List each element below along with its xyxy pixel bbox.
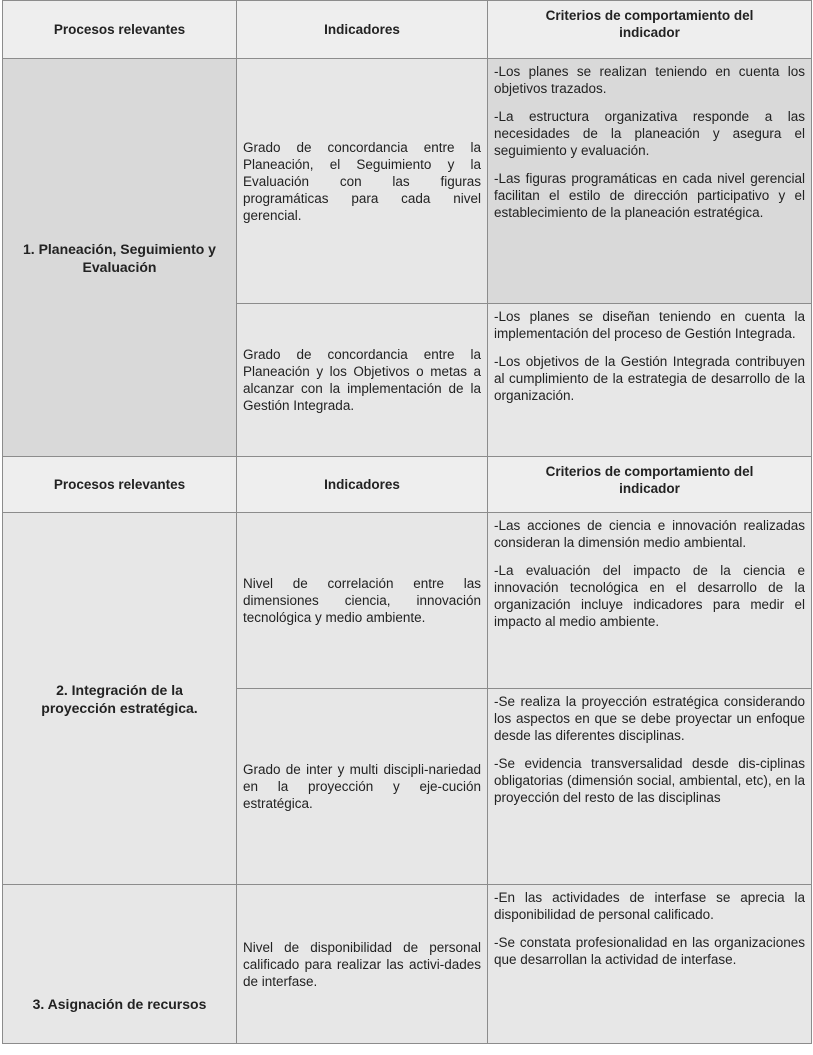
- criterio-item: -Los planes se diseñan teniendo en cuenta la implementación del proceso de Gestión Integrada.: [494, 309, 805, 341]
- criterio-item: -La evaluación del impacto de la ciencia e innovación tecnológica en el desarrollo de la organización incluye indicadores para medir el impacto al medio ambiente.: [494, 563, 805, 629]
- indicador-cell: Grado de concordancia entre la Planeación y los Objetivos o metas a alcanzar con la implementación de la Gestión Integrada.: [237, 304, 488, 457]
- header-procesos: Procesos relevantes: [3, 457, 237, 513]
- criterios-cell: [488, 513, 812, 689]
- criterio-item: -Se constata profesionalidad en las organizaciones que desarrollan la actividad de interfase.: [494, 935, 805, 967]
- table-row: [3, 59, 812, 304]
- header-procesos: Procesos relevantes: [3, 1, 237, 59]
- indicador-cell: Grado de inter y multi discipli-nariedad en la proyección y eje-cución estratégica.: [237, 689, 488, 885]
- header-row: [3, 457, 812, 513]
- table-row: [3, 885, 812, 1044]
- proceso-cell: 1. Planeación, Seguimiento y Evaluación: [3, 59, 237, 457]
- criterios-cell: [488, 689, 812, 885]
- header-row: [3, 1, 812, 59]
- criterio-item: -La estructura organizativa responde a las necesidades de la planeación y asegura el seguimiento y evaluación.: [494, 109, 805, 158]
- criterios-cell: [488, 304, 812, 457]
- criteria-table: [2, 0, 812, 1044]
- criterio-item: -Las figuras programáticas en cada nivel gerencial facilitan el estilo de dirección participativo y el establecimiento de la planeación estratégica.: [494, 171, 805, 220]
- indicador-cell: Nivel de disponibilidad de personal calificado para realizar las activi-dades de interfase.: [237, 885, 488, 1044]
- header-criterios-text: Criterios de comportamiento del indicador: [545, 464, 754, 496]
- indicador-cell: Grado de concordancia entre la Planeación, el Seguimiento y la Evaluación con las figuras programáticas para cada nivel gerencial.: [237, 59, 488, 304]
- proceso-cell: [3, 885, 237, 1044]
- criterios-cell: [488, 885, 812, 1044]
- criterio-item: -Los objetivos de la Gestión Integrada contribuyen al cumplimiento de la estrategia de desarrollo de la organización.: [494, 354, 805, 403]
- header-indicadores: Indicadores: [237, 457, 488, 513]
- proceso-cell: 2. Integración de la proyección estratégica.: [3, 513, 237, 885]
- header-criterios: [488, 1, 812, 59]
- criterio-item: -Se realiza la proyección estratégica considerando los aspectos en que se debe proyectar un enfoque desde las diferentes disciplinas.: [494, 694, 805, 743]
- indicador-cell: Nivel de correlación entre las dimensiones ciencia, innovación tecnológica y medio ambiente.: [237, 513, 488, 689]
- header-criterios: [488, 457, 812, 513]
- header-indicadores: Indicadores: [237, 1, 488, 59]
- criterio-item: -Los planes se realizan teniendo en cuenta los objetivos trazados.: [494, 64, 805, 96]
- criterio-item: -Las acciones de ciencia e innovación realizadas consideran la dimensión medio ambiental.: [494, 518, 805, 550]
- criterio-item: -En las actividades de interfase se aprecia la disponibilidad de personal calificado.: [494, 890, 805, 922]
- header-criterios-text: Criterios de comportamiento del indicador: [545, 8, 754, 40]
- criterios-cell: [488, 59, 812, 304]
- proceso-text: 3. Asignación de recursos: [32, 996, 207, 1012]
- table-row: [3, 513, 812, 689]
- criterio-item: -Se evidencia transversalidad desde dis-ciplinas obligatorias (dimensión social, ambiental, etc), en la proyección del resto de las disciplinas: [494, 756, 805, 805]
